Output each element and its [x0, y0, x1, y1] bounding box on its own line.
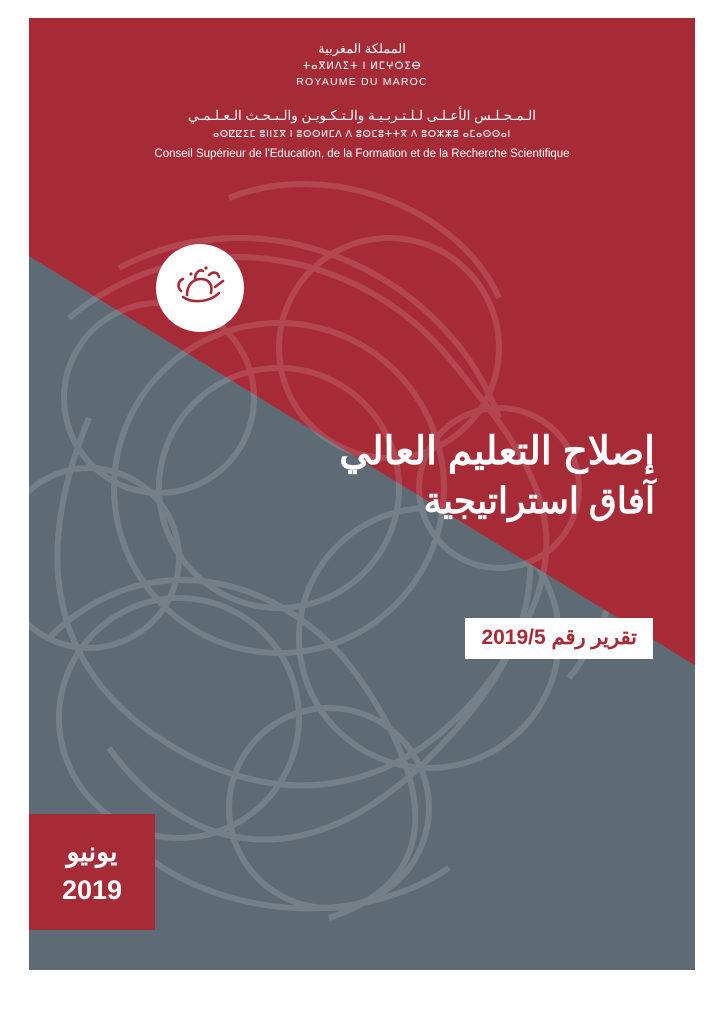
- title-line-1: إصلاح التعليم العالي: [339, 430, 655, 473]
- kingdom-name-french: ROYAUME DU MAROC: [296, 76, 428, 89]
- publication-date-box: [29, 814, 155, 930]
- institution-header: [29, 40, 695, 163]
- kingdom-name-arabic: المملكة المغربية: [318, 41, 406, 56]
- council-name-arabic: الـمـجـلـس الأعـلـى لـلـتـربـيـة والـتـكـويـن والـبـحـث الـعـلـمـي: [187, 108, 536, 124]
- institution-logo: [156, 244, 244, 332]
- report-number-badge: تقرير رقم 2019/5: [465, 618, 653, 659]
- council-name-french: Conseil Supérieur de l'Education, de la Formation et de la Recherche Scientifique: [154, 148, 570, 161]
- report-title: [135, 428, 655, 525]
- publication-month: يونيو: [66, 837, 118, 868]
- calligraphy-icon: [169, 257, 231, 319]
- publication-year: 2019: [61, 875, 123, 905]
- council-name-tifinagh: ⴰⵙⵇⵇⵉⵎ ⵓⵏⵏⵉⴳ ⵏ ⵓⵙⵙⵍⵎⴷ ⴷ ⵓⵙⵎⵓⵜⵜⴳ ⴷ ⵓⵔⵣⵣⵓ ⴰⵎⴰⵙⵙⴰⵏ: [213, 129, 511, 141]
- kingdom-name-tifinagh: ⵜⴰⴳⵍⴷⵉⵜ ⵏ ⵍⵎⵖⵔⵉⴱ: [302, 60, 422, 72]
- title-line-2: آفاق استراتيجية: [423, 479, 655, 521]
